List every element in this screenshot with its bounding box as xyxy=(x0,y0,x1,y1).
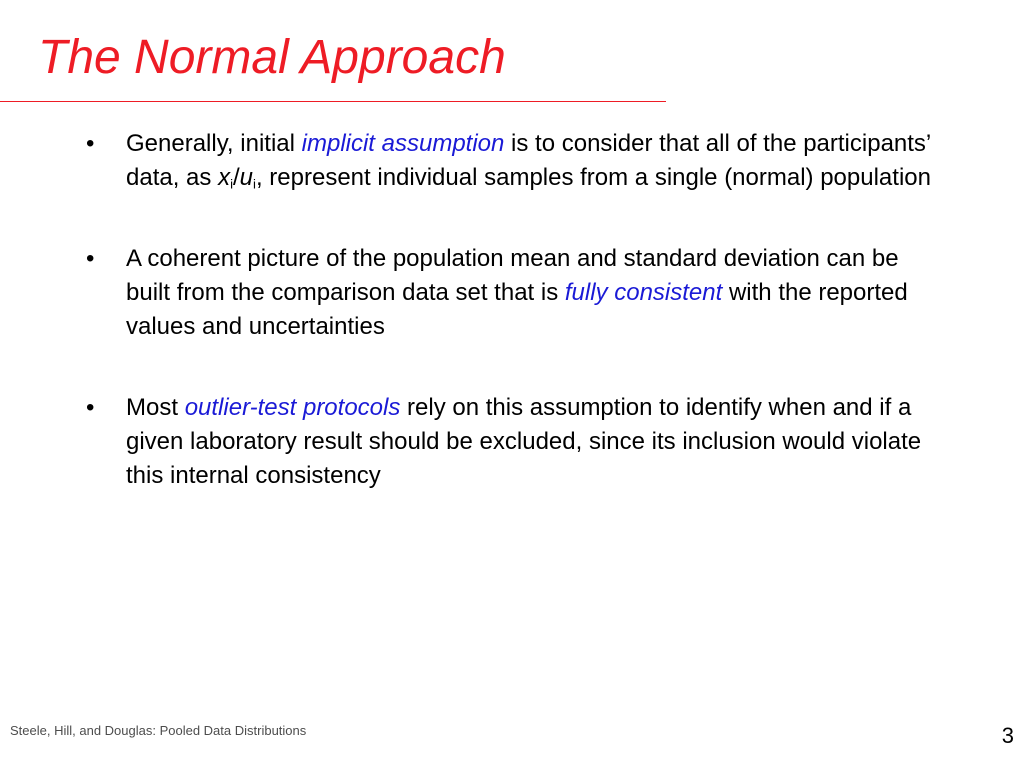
footer-citation: Steele, Hill, and Douglas: Pooled Data Distributions xyxy=(10,723,307,738)
emphasis-text: outlier-test protocols xyxy=(184,394,401,421)
bullet-list xyxy=(86,127,946,540)
emphasis-text: fully consistent xyxy=(564,279,723,306)
bullet-item-outlier-test xyxy=(86,391,946,493)
bullet-text: , represent individual samples from a single (normal) population xyxy=(255,164,931,191)
bullet-text: Generally, initial xyxy=(126,130,302,157)
title-underline-rule xyxy=(0,101,666,102)
bullet-text: is to consider that all of the participants’ data, as xyxy=(126,130,931,191)
bullet-item-implicit-assumption xyxy=(86,127,946,195)
slide-title: The Normal Approach xyxy=(38,31,506,84)
variable-x: x xyxy=(218,164,231,191)
emphasis-text: implicit assumption xyxy=(301,130,505,157)
bullet-text: rely on this assumption to identify when and if a given laboratory result should be excluded, since its inclusion would violate this internal consistency xyxy=(126,394,922,489)
bullet-item-fully-consistent xyxy=(86,242,946,344)
bullet-marker: • xyxy=(86,130,95,157)
slash: / xyxy=(233,164,240,191)
bullet-marker: • xyxy=(86,394,95,421)
bullet-marker: • xyxy=(86,245,95,272)
bullet-text: Most xyxy=(126,394,185,421)
subscript-i: i xyxy=(253,176,256,192)
bullet-text: with the reported values and uncertainties xyxy=(126,279,908,340)
variable-u: u xyxy=(239,164,254,191)
subscript-i: i xyxy=(230,176,233,192)
page-number: 3 xyxy=(1001,723,1014,748)
bullet-text: A coherent picture of the population mean and standard deviation can be built from the comparison data set that is xyxy=(126,245,899,306)
